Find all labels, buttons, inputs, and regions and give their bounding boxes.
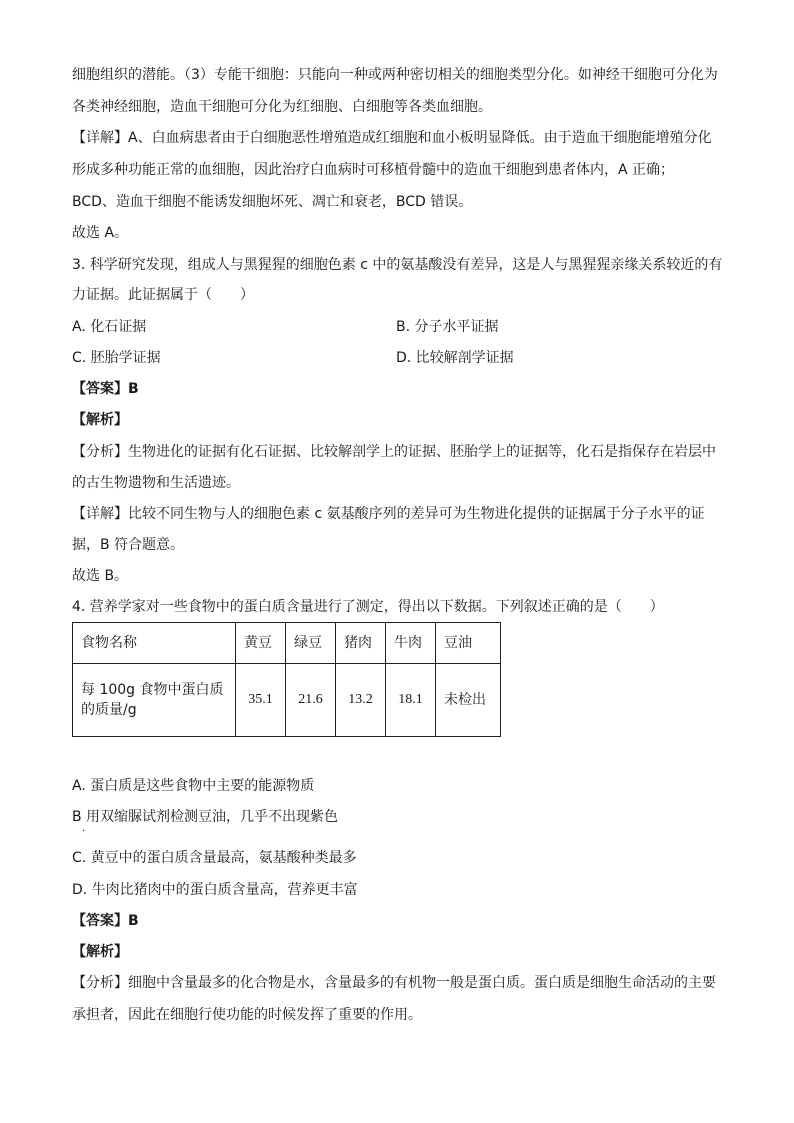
analysis-label: 【解析】 bbox=[72, 944, 128, 960]
table-row-label bbox=[73, 664, 236, 737]
choice-text: 故选 B。 bbox=[72, 568, 129, 584]
analysis-label: 【解析】 bbox=[72, 412, 128, 428]
option-a: A. 化石证据 bbox=[72, 319, 147, 335]
table-header-row bbox=[73, 623, 501, 664]
analysis-text: 【分析】细胞中含量最多的化合物是水，含量最多的有机物一般是蛋白质。蛋白质是细胞生命活动的主要 bbox=[72, 975, 716, 991]
analysis-text: 【分析】生物进化的证据有化石证据、比较解剖学上的证据、胚胎学上的证据等，化石是指保存在岩层中 bbox=[72, 444, 716, 460]
row-label-line: 的质量/g bbox=[81, 702, 137, 718]
table-cell: 未检出 bbox=[436, 664, 501, 737]
text-line: 各类神经细胞，造血干细胞可分化为红细胞、白细胞等各类血细胞。 bbox=[72, 99, 492, 115]
row-label-line: 每 100g 食物中蛋白质 bbox=[81, 682, 224, 698]
table-header-cell: 牛肉 bbox=[386, 623, 436, 664]
option-c: C. 胚胎学证据 bbox=[72, 350, 161, 366]
table-row bbox=[73, 664, 501, 737]
answer-label: 【答案】B bbox=[72, 913, 139, 929]
table-cell: 21.6 bbox=[286, 664, 336, 737]
table-cell: 13.2 bbox=[336, 664, 386, 737]
text-line: 故选 A。 bbox=[72, 225, 129, 241]
question-4-stem: 4. 营养学家对一些食物中的蛋白质含量进行了测定，得出以下数据。下列叙述正确的是（ ） bbox=[72, 599, 664, 615]
analysis-text: 的古生物遗物和生活遗迹。 bbox=[72, 475, 240, 491]
table-cell: 18.1 bbox=[386, 664, 436, 737]
protein-table bbox=[72, 622, 501, 737]
text-line: BCD、造血干细胞不能诱发细胞坏死、凋亡和衰老，BCD 错误。 bbox=[72, 194, 473, 210]
detail-text: 据，B 符合题意。 bbox=[72, 537, 185, 553]
table-header-cell: 豆油 bbox=[436, 623, 501, 664]
table-cell: 35.1 bbox=[236, 664, 286, 737]
analysis-text: 承担者，因此在细胞行使功能的时候发挥了重要的作用。 bbox=[72, 1007, 422, 1023]
option-b: B. 分子水平证据 bbox=[396, 319, 499, 335]
text-line: 细胞组织的潜能。（3）专能干细胞：只能向一种或两种密切相关的细胞类型分化。如神经干细胞可分化为 bbox=[72, 67, 718, 83]
option-d: D. 牛肉比猪肉中的蛋白质含量高，营养更丰富 bbox=[72, 882, 358, 898]
answer-label: 【答案】B bbox=[72, 381, 139, 397]
option-a: A. 蛋白质是这些食物中主要的能源物质 bbox=[72, 778, 315, 794]
text-line: 【详解】A、白血病患者由于白细胞恶性增殖造成红细胞和血小板明显降低。由于造血干细胞能增殖分化 bbox=[72, 130, 712, 146]
stray-dot: · bbox=[82, 826, 86, 837]
option-b: B 用双缩脲试剂检测豆油，几乎不出现紫色 bbox=[72, 809, 339, 825]
detail-text: 【详解】比较不同生物与人的细胞色素 c 氨基酸序列的差异可为生物进化提供的证据属于分子水平的证 bbox=[72, 506, 705, 522]
table-header-cell: 黄豆 bbox=[236, 623, 286, 664]
option-d: D. 比较解剖学证据 bbox=[396, 350, 514, 366]
question-3-stem: 力证据。此证据属于（ ） bbox=[72, 287, 254, 303]
text-line: 形成多种功能正常的血细胞，因此治疗白血病时可移植骨髓中的造血干细胞到患者体内，A 正确； bbox=[72, 162, 675, 178]
question-3-stem: 3. 科学研究发现，组成人与黑猩猩的细胞色素 c 中的氨基酸没有差异，这是人与黑猩猩亲缘关系较近的有 bbox=[72, 257, 723, 273]
table-header-cell: 绿豆 bbox=[286, 623, 336, 664]
table-header-cell: 猪肉 bbox=[336, 623, 386, 664]
option-c: C. 黄豆中的蛋白质含量最高，氨基酸种类最多 bbox=[72, 850, 357, 866]
table-header-cell: 食物名称 bbox=[73, 623, 236, 664]
